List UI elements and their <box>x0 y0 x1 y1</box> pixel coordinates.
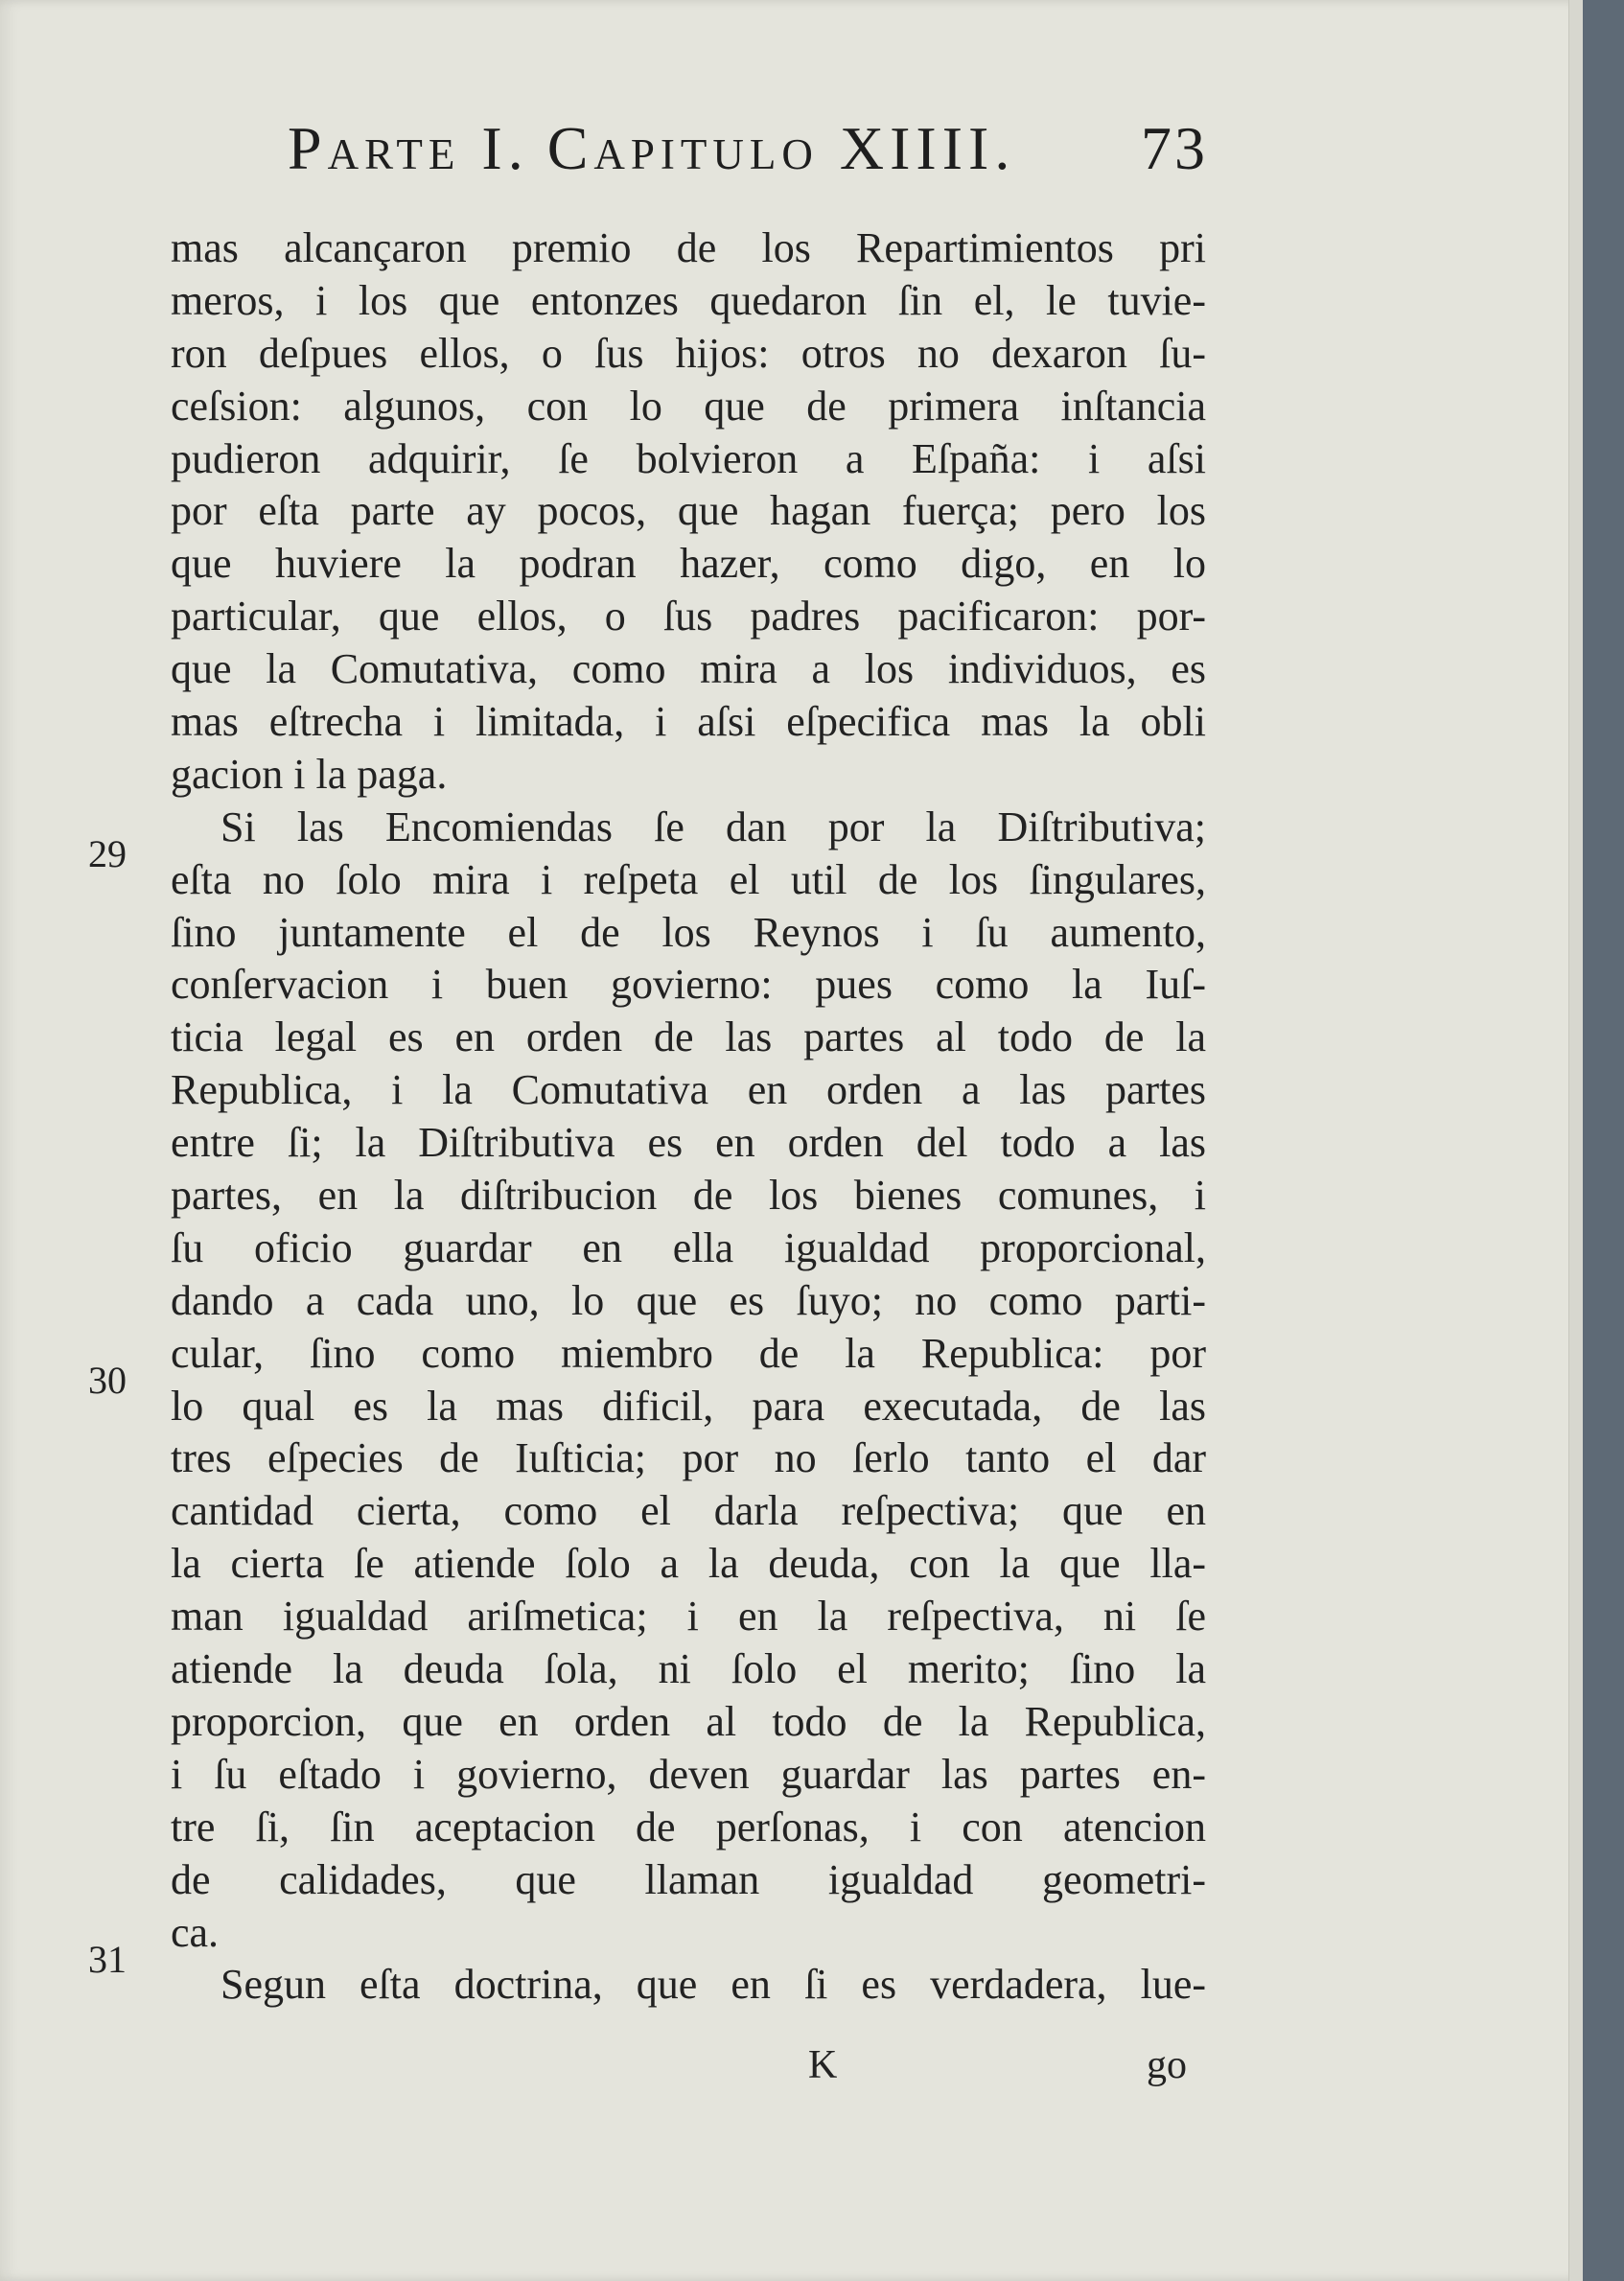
catchword: go <box>1147 2043 1187 2087</box>
text-line: man igualdad ariſmetica; i en la reſpectiva, ni ſe <box>171 1593 1206 1641</box>
text-line: ca. <box>171 1908 220 1956</box>
text-line: Si las Encomiendas ſe dan por la Diſtributiva; <box>220 803 1206 850</box>
header-chapter: Capitulo XIIII. <box>546 114 1016 182</box>
text-line: entre ſi; la Diſtributiva es en orden del todo a las <box>171 1119 1206 1167</box>
text-line: pudieron adquirir, ſe bolvieron a Eſpaña: i aſsi <box>171 434 1206 482</box>
body-text <box>171 222 1206 2012</box>
text-line: que huviere la podran hazer, como digo, en lo <box>171 540 1206 588</box>
text-line: eſta no ſolo mira i reſpeta el util de los ſingulares, <box>171 855 1206 903</box>
page-number: 73 <box>1141 114 1208 182</box>
running-header <box>288 113 1208 190</box>
text-line: ſu oficio guardar en ella igualdad proporcional, <box>171 1223 1206 1271</box>
text-line: cantidad cierta, como el darla reſpectiva; que en <box>171 1487 1206 1535</box>
page-footer <box>171 2042 1206 2100</box>
text-line: i ſu eſtado i govierno, deven guardar las partes en- <box>171 1750 1206 1798</box>
paragraph-number: 29 <box>88 832 127 875</box>
text-line: la cierta ſe atiende ſolo a la deuda, con la que lla- <box>171 1540 1206 1588</box>
text-line: mas alcançaron premio de los Repartimientos pri <box>171 224 1206 271</box>
text-line: meros, i los que entonzes quedaron ſin el, le tuvie- <box>171 276 1206 324</box>
text-line: de calidades, que llaman igualdad geometri- <box>171 1855 1206 1903</box>
text-line: por eſta parte ay pocos, que hagan fuerça; pero los <box>171 487 1206 535</box>
text-line: tres eſpecies de Iuſticia; por no ſerlo tanto el dar <box>171 1434 1206 1482</box>
text-line: gacion i la paga. <box>171 750 448 798</box>
text-line: ron deſpues ellos, o ſus hijos: otros no dexaron ſu- <box>171 329 1206 377</box>
text-line: particular, que ellos, o ſus padres pacificaron: por- <box>171 593 1206 640</box>
text-line: tre ſi, ſin aceptacion de perſonas, i con atencion <box>171 1803 1206 1850</box>
text-line: Segun eſta doctrina, que en ſi es verdadera, lue- <box>220 1961 1206 2009</box>
text-line: ceſsion: algunos, con lo que de primera inſtancia <box>171 382 1206 430</box>
text-line: ſino juntamente el de los Reynos i ſu aumento, <box>171 908 1206 956</box>
text-line: que la Comutativa, como mira a los individuos, es <box>171 645 1206 693</box>
text-line: cular, ſino como miembro de la Republica: por <box>171 1329 1206 1377</box>
text-line: proporcion, que en orden al todo de la Republica, <box>171 1697 1206 1745</box>
text-line: atiende la deuda ſola, ni ſolo el merito; ſino la <box>171 1645 1206 1693</box>
text-line: dando a cada uno, lo que es ſuyo; no como parti- <box>171 1276 1206 1324</box>
paragraph-number: 31 <box>88 1938 127 1981</box>
text-line: ticia legal es en orden de las partes al todo de la <box>171 1013 1206 1061</box>
text-line: mas eſtrecha i limitada, i aſsi eſpecifica mas la obli <box>171 698 1206 746</box>
text-line: lo qual es la mas dificil, para executada, de las <box>171 1382 1206 1430</box>
text-line: Republica, i la Comutativa en orden a las partes <box>171 1066 1206 1114</box>
page-edge <box>1568 0 1583 2281</box>
signature-mark: K <box>808 2043 838 2087</box>
text-line: partes, en la diſtribucion de los bienes comunes, i <box>171 1172 1206 1220</box>
paragraph-number: 30 <box>88 1359 127 1402</box>
text-line: conſervacion i buen govierno: pues como la Iuſ- <box>171 961 1206 1009</box>
header-part: Parte I. <box>288 114 529 182</box>
